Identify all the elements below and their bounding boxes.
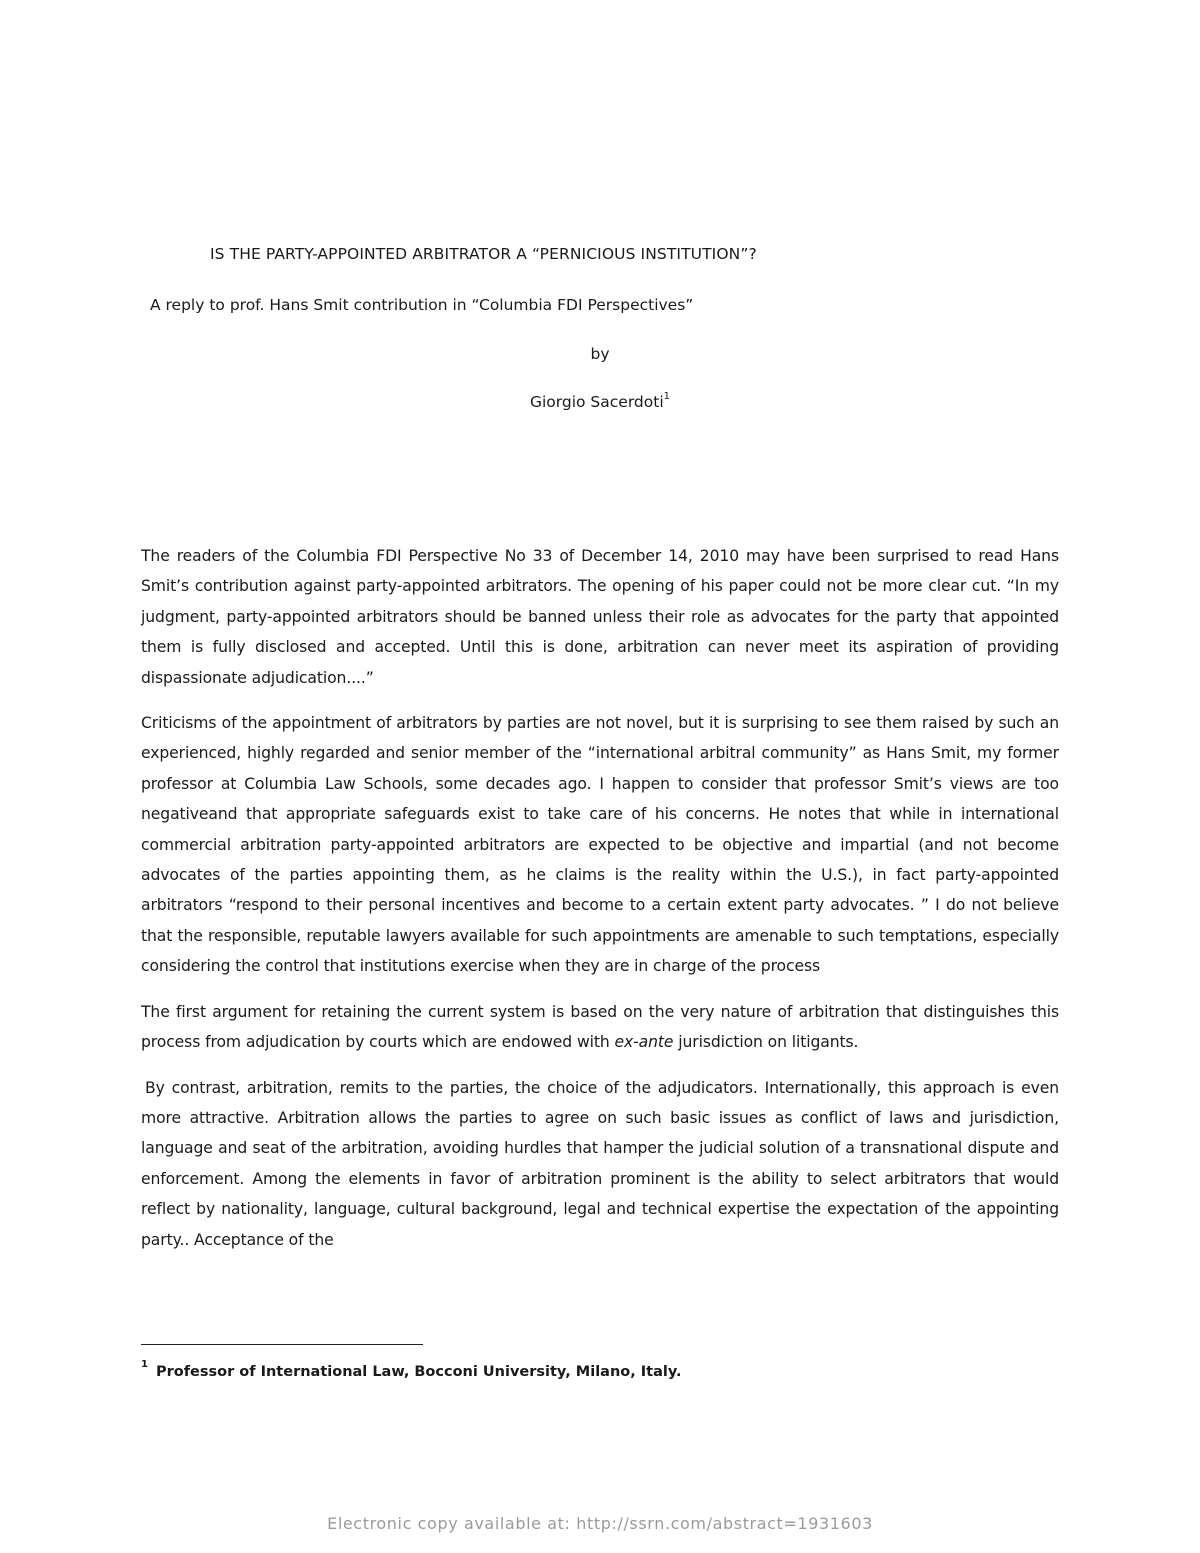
author-footnote-marker[interactable]: 1: [663, 391, 671, 402]
paragraph-3-text-end: jurisdiction on litigants.: [673, 1033, 859, 1052]
footnote-separator: [141, 1344, 423, 1345]
author-name: Giorgio Sacerdoti: [529, 393, 664, 412]
by-label: by: [590, 345, 610, 363]
paragraph-3: [141, 997, 1059, 1058]
document-subtitle: A reply to prof. Hans Smit contribution in “Columbia FDI Perspectives”: [150, 296, 694, 314]
body-text: [141, 541, 1059, 1270]
paragraph-1: The readers of the Columbia FDI Perspective No 33 of December 14, 2010 may have been surprised to read Hans Smit’s contribution against party-appointed arbitrators. The opening of his paper could not be more clear cut. “In my judgment, party-appointed arbitrators should be banned unless their role as advocates for the party that appointed them is fully disclosed and accepted. Until this is done, arbitration can never meet its aspiration of providing dispassionate adjudication....”: [141, 547, 1059, 687]
footnote: [141, 1359, 682, 1380]
author-line: [0, 393, 1200, 411]
footnote-marker: 1: [141, 1359, 148, 1370]
footnote-text: Professor of International Law, Bocconi University, Milano, Italy.: [155, 1363, 682, 1380]
paragraph-2: Criticisms of the appointment of arbitrators by parties are not novel, but it is surprising to see them raised by such an experienced, highly regarded and senior member of the “international arbitral community” as Hans Smit, my former professor at Columbia Law Schools, some decades ago. I happen to consider that professor Smit’s views are too negativeand that appropriate safeguards exist to take care of his concerns. He notes that while in international commercial arbitration party-appointed arbitrators are expected to be objective and impartial (and not become advocates of the parties appointing them, as he claims is the reality within the U.S.), in fact party-appointed arbitrators “respond to their personal incentives and become to a certain extent party advocates. ” I do not believe that the responsible, reputable lawyers available for such appointments are amenable to such temptations, especially considering the control that institutions exercise when they are in charge of the process: [141, 714, 1059, 976]
paragraph-3-italic: ex-ante: [614, 1033, 674, 1052]
document-title: IS THE PARTY-APPOINTED ARBITRATOR A “PERNICIOUS INSTITUTION”?: [210, 245, 757, 263]
ssrn-footer-stamp: Electronic copy available at: http://ssrn.com/abstract=1931603: [327, 1514, 873, 1533]
paragraph-3-text-start: The first argument for retaining the current system is based on the very nature of arbitration that distinguishes this process from adjudication by courts which are endowed with: [141, 1002, 1059, 1052]
paragraph-4: By contrast, arbitration, remits to the parties, the choice of the adjudicators. Internationally, this approach is even more attractive. Arbitration allows the parties to agree on such basic issues as conflict of laws and jurisdiction, language and seat of the arbitration, avoiding hurdles that hamper the judicial solution of a transnational dispute and enforcement. Among the elements in favor of arbitration prominent is the ability to select arbitrators that would reflect by nationality, language, cultural background, legal and technical expertise the expectation of the appointing party.. Acceptance of the: [141, 1078, 1059, 1249]
